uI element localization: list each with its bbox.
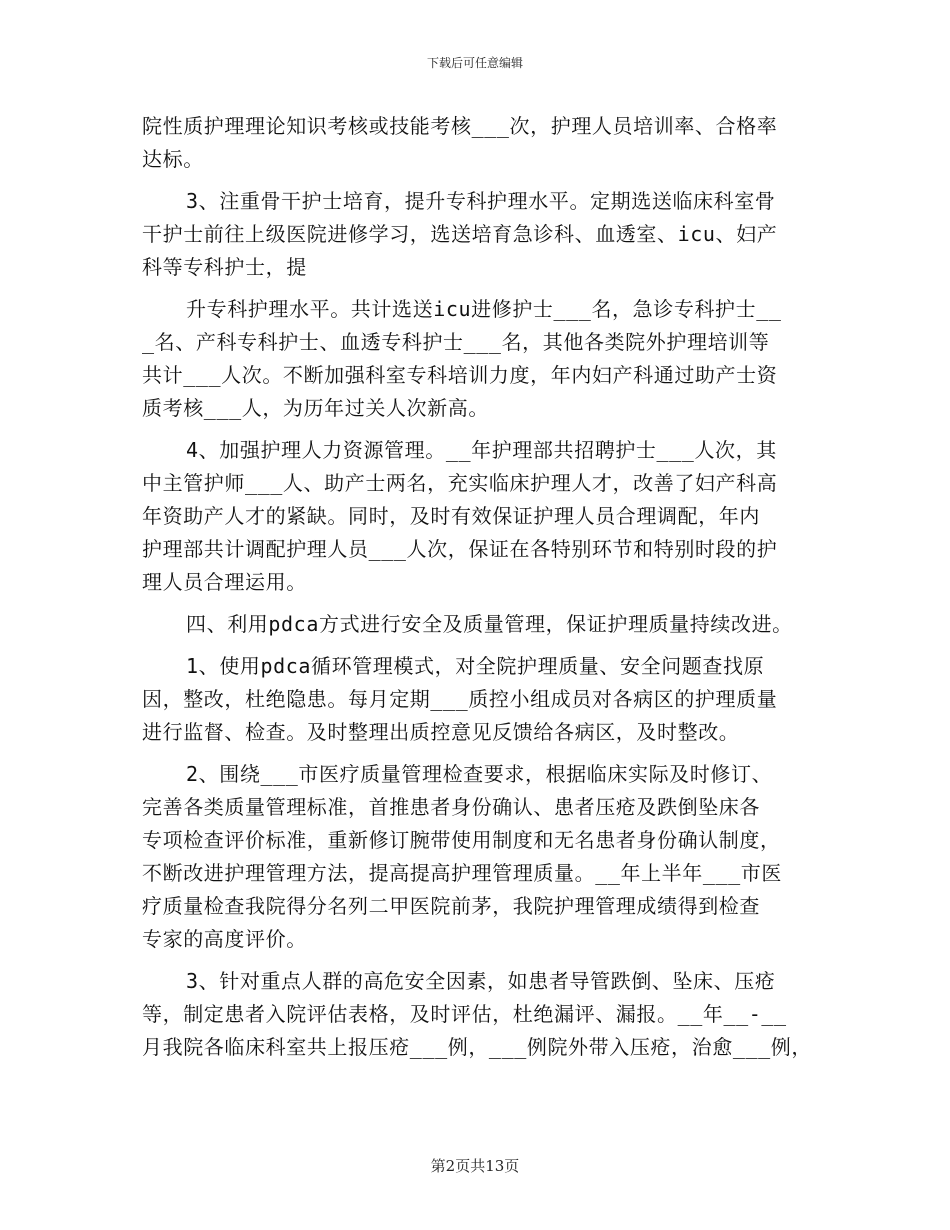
text-line: 达标。: [142, 147, 204, 171]
document-body: [142, 110, 822, 1073]
page-footer: 第2页共13页: [430, 1157, 520, 1175]
text-line: 科等专科护士，提: [142, 255, 307, 279]
text-line: 进行监督、检查。及时整理出质控意见反馈给各病区，及时整改。: [142, 720, 740, 744]
page-header: 下载后可任意编辑: [426, 56, 523, 70]
text-line: 4、加强护理人力资源管理。__年护理部共招聘护士___人次，其: [186, 438, 777, 462]
paragraph: [142, 185, 822, 284]
text-line: _名、产科专科护士、血透专科护士___名，其他各类院外护理培训等: [142, 330, 770, 354]
text-line: 不断改进护理管理方法，提高提高护理管理质量。__年上半年___市医: [142, 861, 783, 885]
text-line: 院性质护理理论知识考核或技能考核___次，护理人员培训率、合格率: [142, 114, 778, 138]
paragraph: [142, 965, 822, 1064]
text-line: 理人员合理运用。: [142, 570, 307, 594]
paragraph: [142, 608, 822, 641]
text-line: 3、针对重点人群的高危安全因素，如患者导管跌倒、坠床、压疮: [186, 969, 776, 993]
text-line: 疗质量检查我院得分名列二甲医院前茅，我院护理管理成绩得到检查: [142, 894, 760, 918]
text-line: 质考核___人，为历年过关人次新高。: [142, 396, 489, 420]
text-line: 四、利用pdca方式进行安全及质量管理，保证护理质量持续改进。: [186, 612, 793, 636]
text-line: 3、注重骨干护士培育，提升专科护理水平。定期选送临床科室骨: [186, 189, 776, 213]
text-line: 干护士前往上级医院进修学习，选送培育急诊科、血透室、icu、妇产: [142, 222, 778, 246]
text-line: 等，制定患者入院评估表格，及时评估，杜绝漏评、漏报。__年__-__: [142, 1002, 787, 1026]
paragraph: [142, 434, 822, 599]
text-line: 2、围绕___市医疗质量管理检查要求，根据临床实际及时修订、: [186, 762, 773, 786]
text-line: 专项检查评价标准，重新修订腕带使用制度和无名患者身份确认制度，: [142, 828, 781, 852]
text-line: 升专科护理水平。共计选送icu进修护士___名，急诊专科护士__: [186, 297, 782, 321]
text-line: 因，整改，杜绝隐患。每月定期___质控小组成员对各病区的护理质量: [142, 687, 778, 711]
paragraph: [142, 650, 822, 749]
text-line: 专家的高度评价。: [142, 927, 307, 951]
text-line: 中主管护师___人、助产士两名，充实临床护理人才，改善了妇产科高: [142, 471, 778, 495]
text-line: 护理部共计调配护理人员___人次，保证在各特别环节和特别时段的护: [142, 537, 778, 561]
text-line: 完善各类质量管理标准，首推患者身份确认、患者压疮及跌倒坠床各: [142, 795, 760, 819]
paragraph: [142, 293, 822, 425]
text-line: 年资助产人才的紧缺。同时，及时有效保证护理人员合理调配，年内: [142, 504, 760, 528]
paragraph: [142, 758, 822, 956]
paragraph: [142, 110, 822, 176]
text-line: 共计___人次。不断加强科室专科培训力度，年内妇产科通过助产士资: [142, 363, 778, 387]
text-line: 月我院各临床科室共上报压疮___例，___例院外带入压疮，治愈___例，: [142, 1035, 812, 1059]
text-line: 1、使用pdca循环管理模式，对全院护理质量、安全问题查找原: [186, 654, 765, 678]
